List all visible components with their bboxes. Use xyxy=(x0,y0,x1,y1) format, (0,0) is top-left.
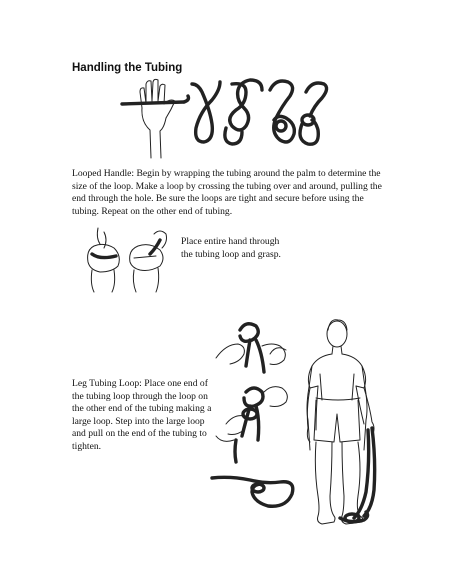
looped-handle-instructions: Looped Handle: Begin by wrapping the tubing around the palm to determine the size of the loop. Make a loop by crossing the tubing over and around, pulling the end through the hole. Be sure the loops are tight and secure before using the tubing. Repeat on the other end of tubing. xyxy=(72,168,382,217)
grasp-instructions: Place entire hand through the tubing loop and grasp. xyxy=(181,236,281,260)
section-title: Handling the Tubing xyxy=(72,62,183,74)
leg-loop-instructions: Leg Tubing Loop: Place one end of the tubing loop through the loop on the other end of the tubing making a large loop. Step into the large loop and pull on the end of the tubing to tighten. xyxy=(72,378,212,452)
